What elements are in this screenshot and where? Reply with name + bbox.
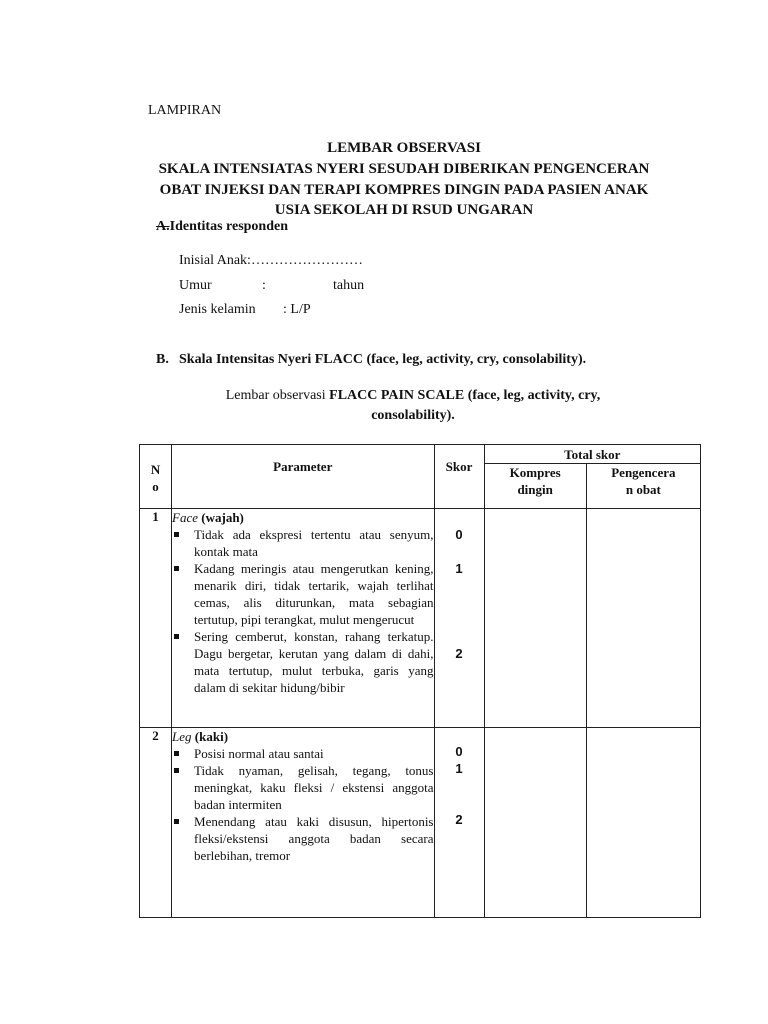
score-value: 1 xyxy=(455,561,463,576)
jk-value: : L/P xyxy=(283,302,311,317)
subtitle-flacc: FLACC PAIN SCALE (face, leg, activity, cry, xyxy=(329,388,601,403)
section-b-heading xyxy=(156,352,586,368)
score-cell xyxy=(434,509,484,728)
header-kompres-dingin: Kompres dingin xyxy=(484,464,586,509)
table-row xyxy=(140,728,701,918)
list-item: Kadang meringis atau mengerutkan kening, menarik diri, tidak tertarik, wajah terlihat cemas, alis diturunkan, mata sebagian tertutup, pipi terangkat, mulut mengerucut xyxy=(172,560,433,628)
section-a-letter: A. xyxy=(156,219,170,234)
row-number: 2 xyxy=(140,728,172,918)
parameter-cell xyxy=(172,509,434,728)
header-skor: Skor xyxy=(434,445,484,509)
parameter-title: Face (wajah) xyxy=(172,510,244,525)
row-number: 1 xyxy=(140,509,172,728)
header-parameter: Parameter xyxy=(172,445,434,509)
pengenceran-obat-cell[interactable] xyxy=(586,509,700,728)
parameter-title: Leg (kaki) xyxy=(172,729,229,744)
header-pengenceran-obat: Pengencera n obat xyxy=(586,464,700,509)
pengenceran-obat-cell[interactable] xyxy=(586,728,700,918)
score-value: 2 xyxy=(455,646,463,661)
score-value: 0 xyxy=(455,744,463,759)
field-umur xyxy=(179,278,379,294)
field-jenis-kelamin xyxy=(179,302,379,318)
score-value: 0 xyxy=(455,527,463,542)
list-item: Menendang atau kaki disusun, hipertonis fleksi/ekstensi anggota badan secara berlebihan, tremor xyxy=(172,813,433,864)
header-total-skor: Total skor xyxy=(484,445,700,464)
subtitle-line-1 xyxy=(190,386,636,406)
kompres-dingin-cell[interactable] xyxy=(484,728,586,918)
title-line-2: SKALA INTENSIATAS NYERI SESUDAH DIBERIKAN PENGENCERAN xyxy=(158,161,650,177)
title-line-3: OBAT INJEKSI DAN TERAPI KOMPRES DINGIN PADA PASIEN ANAK xyxy=(159,182,649,198)
score-value: 1 xyxy=(455,761,463,776)
inisial-dots: …………………… xyxy=(250,253,363,268)
table-row xyxy=(140,509,701,728)
list-item: Posisi normal atau santai xyxy=(172,745,433,762)
field-inisial xyxy=(179,253,363,269)
score-value: 2 xyxy=(455,812,463,827)
subtitle-line-2: consolability). xyxy=(371,408,455,423)
title-line-1: LEMBAR OBSERVASI xyxy=(327,140,481,156)
section-b-title: Skala Intensitas Nyeri FLACC (face, leg, activity, cry, consolability). xyxy=(179,352,587,367)
section-a-heading xyxy=(156,219,288,235)
section-a-title: Identitas responden xyxy=(169,219,289,234)
umur-unit: tahun xyxy=(333,278,365,293)
section-b-letter: B. xyxy=(156,352,169,367)
lampiran-heading: LAMPIRAN xyxy=(148,103,222,118)
umur-colon: : xyxy=(262,278,266,293)
list-item: Sering cemberut, konstan, rahang terkatup. Dagu bergetar, kerutan yang dalam di dahi, mata tertutup, mulut terbuka, garis yang dalam di sekitar hidung/bibir xyxy=(172,628,433,696)
jk-label: Jenis kelamin xyxy=(179,302,256,317)
title-line-4: USIA SEKOLAH DI RSUD UNGARAN xyxy=(274,202,534,218)
parameter-cell xyxy=(172,728,434,918)
kompres-dingin-cell[interactable] xyxy=(484,509,586,728)
list-item: Tidak nyaman, gelisah, tegang, tonus meningkat, kaku fleksi / ekstensi anggota badan intermiten xyxy=(172,762,433,813)
header-no: N o xyxy=(140,445,172,509)
umur-label: Umur xyxy=(179,278,212,293)
subtitle-lead: Lembar observasi xyxy=(225,388,330,403)
score-cell xyxy=(434,728,484,918)
inisial-label: Inisial Anak: xyxy=(179,253,251,268)
criteria-list xyxy=(172,745,433,864)
flacc-table xyxy=(139,444,701,918)
criteria-list xyxy=(172,526,433,696)
list-item: Tidak ada ekspresi tertentu atau senyum, kontak mata xyxy=(172,526,433,560)
